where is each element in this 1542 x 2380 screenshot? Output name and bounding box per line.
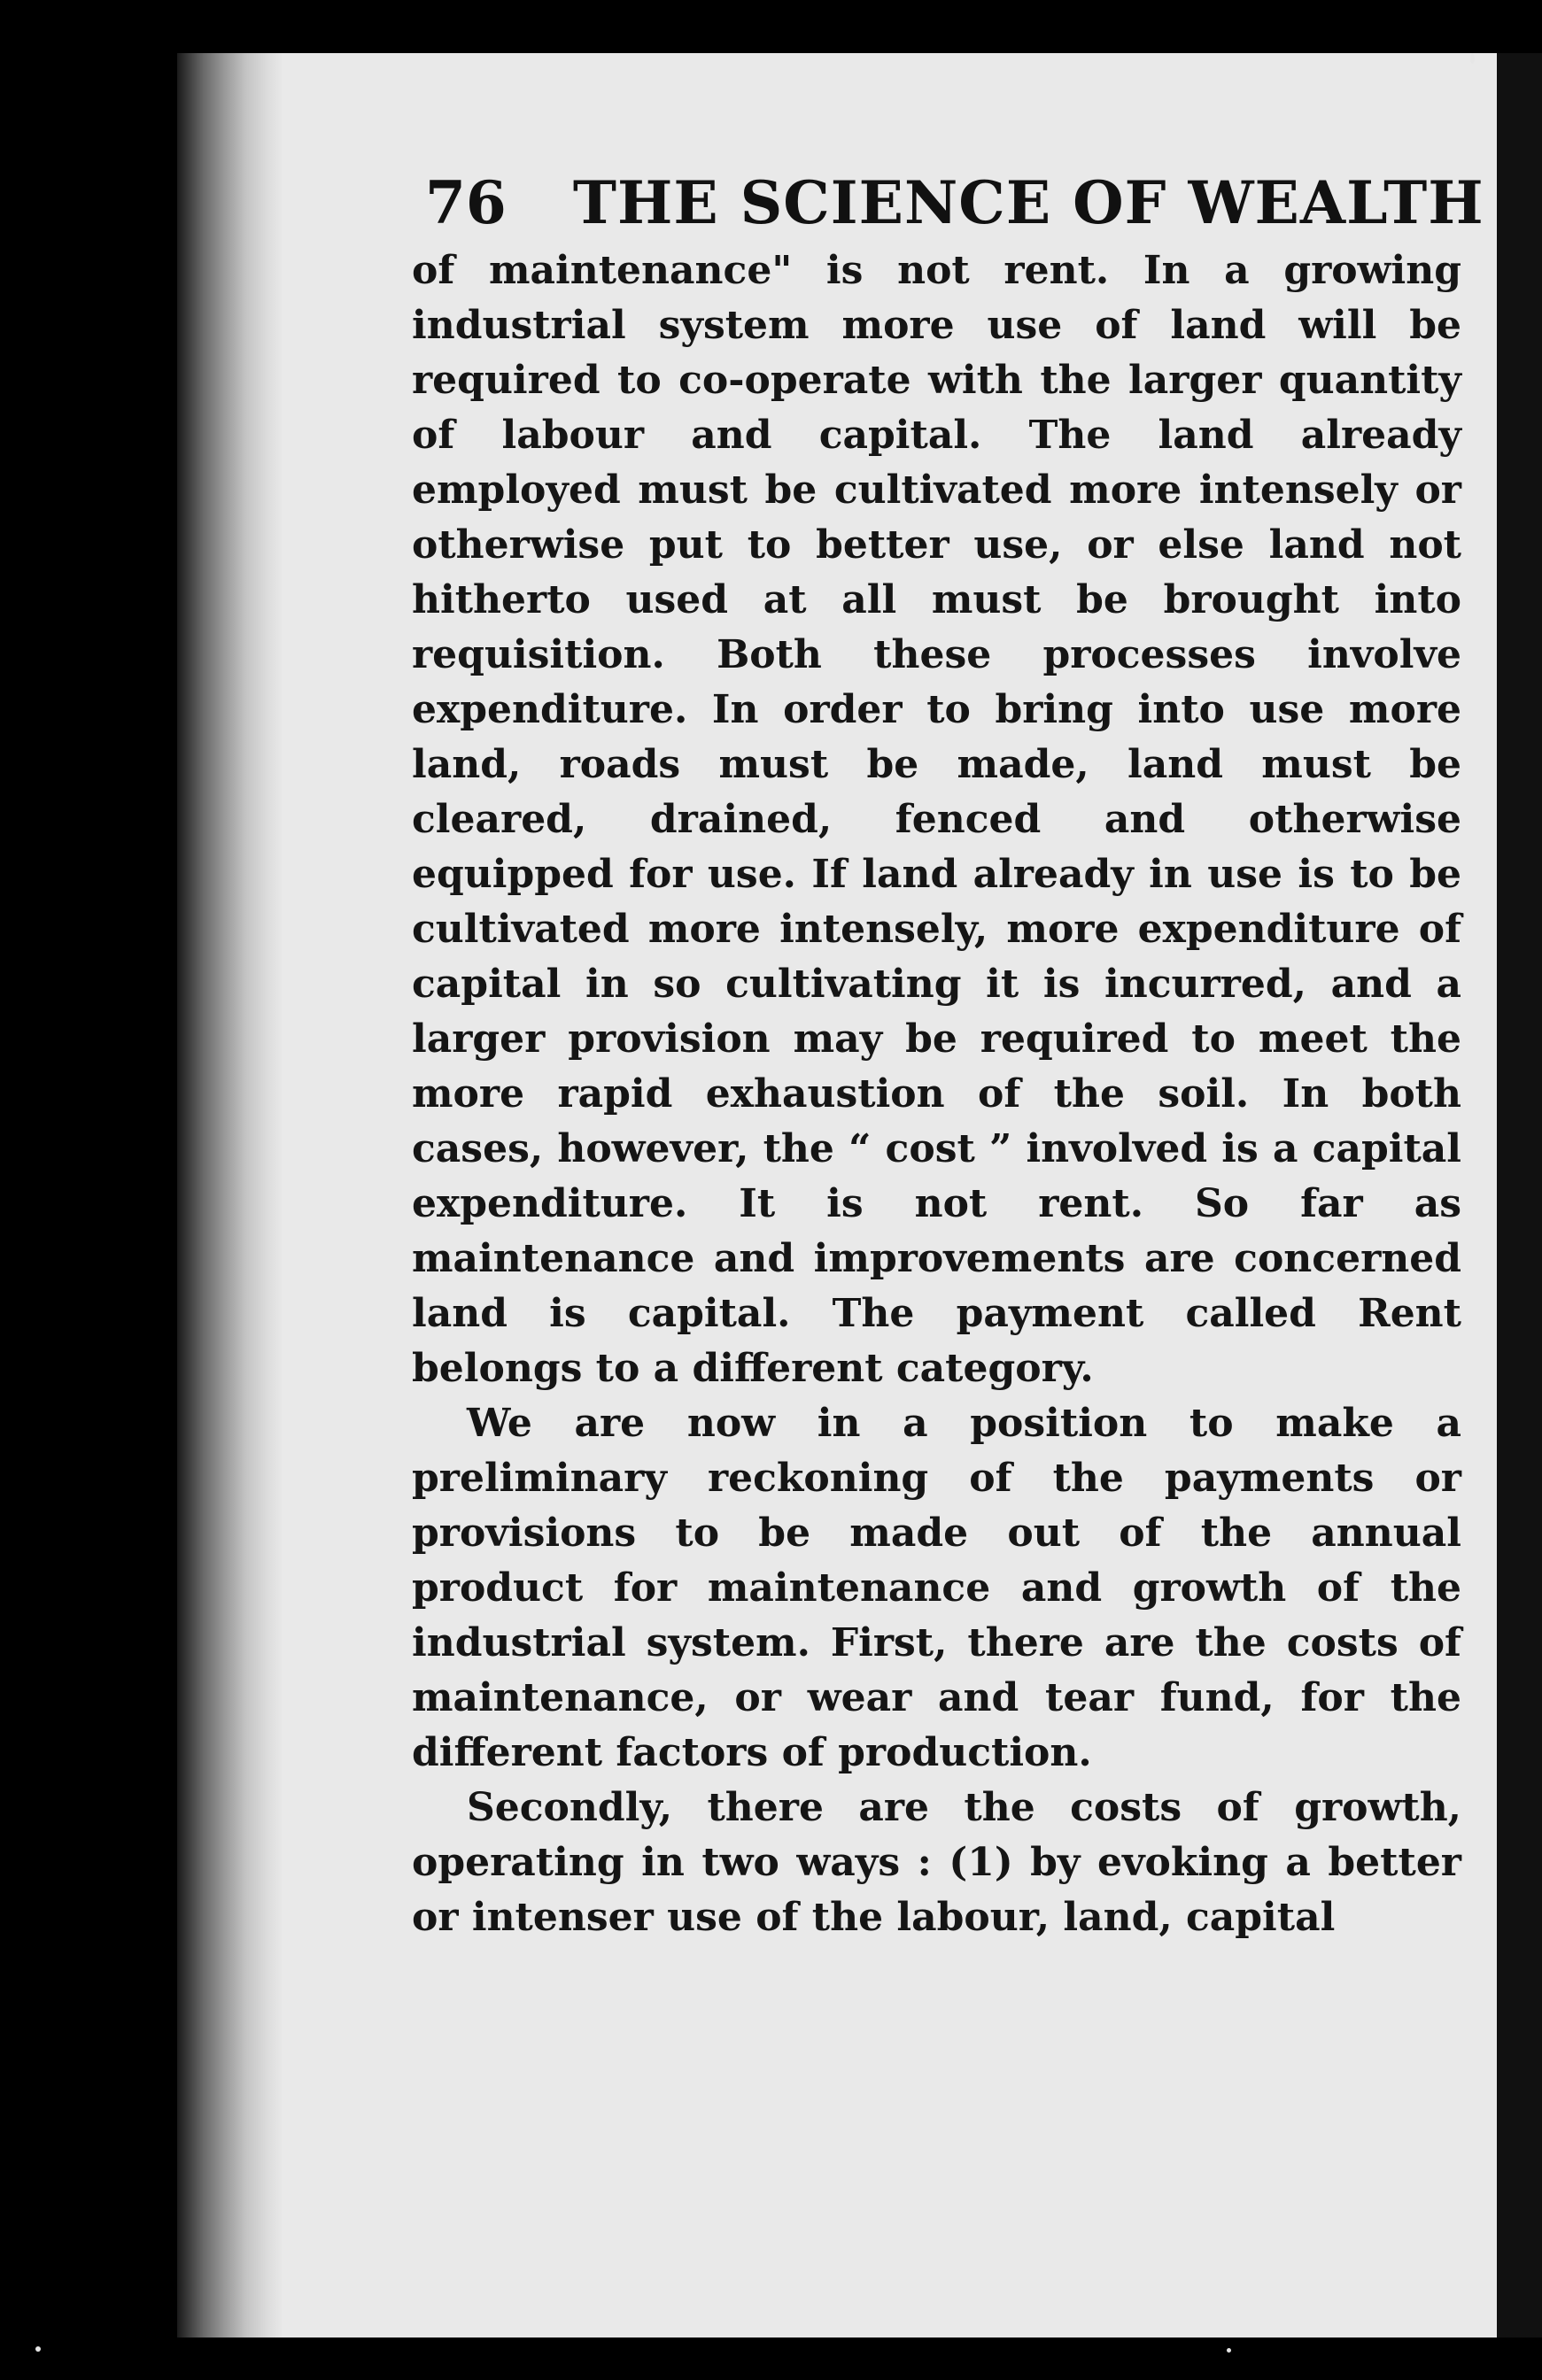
scan-speck <box>1470 53 1475 64</box>
scan-edge-border <box>1497 53 1542 2338</box>
scan-speck <box>35 2346 41 2352</box>
page-number: 76 <box>425 168 507 237</box>
page-header <box>425 168 1484 248</box>
paragraph: We are now in a position to make a preliminary reckoning of the payments or provisions to be made out of the annual product for maintenance and growth of the industrial system. First, there are the costs of maintenance, or wear and tear fund, for the different factors of production. <box>412 1401 1461 1775</box>
running-head: THE SCIENCE OF WEALTH <box>572 168 1484 237</box>
paragraph: of maintenance" is not rent. In a growing industrial system more use of land will be required to co-operate with the larger quantity of labour and capital. The land already employed must be cultivated more intensely or otherwise put to better use, or else land not hitherto used at all must be brought into requisition. Both these processes involve expenditure. In order to bring into use more land, roads must be made, land must be cleared, drained, fenced and otherwise equipped for use. If land already in use is to be cultivated more intensely, more expenditure of capital in so cultivating it is incurred, and a larger provision may be required to meet the more rapid exhaustion of the soil. In both cases, however, the “ cost ” involved is a capital expenditure. It is not rent. So far as maintenance and improvements are concerned land is capital. The payment called Rent belongs to a different category. <box>412 248 1461 1391</box>
body-text <box>412 243 1461 1945</box>
binding-gutter-shadow <box>177 53 283 2338</box>
paragraph: Secondly, there are the costs of growth, operating in two ways : (1) by evoking a better or intenser use of the labour, land, capital <box>412 1785 1461 1940</box>
scan-speck <box>1227 2348 1231 2353</box>
